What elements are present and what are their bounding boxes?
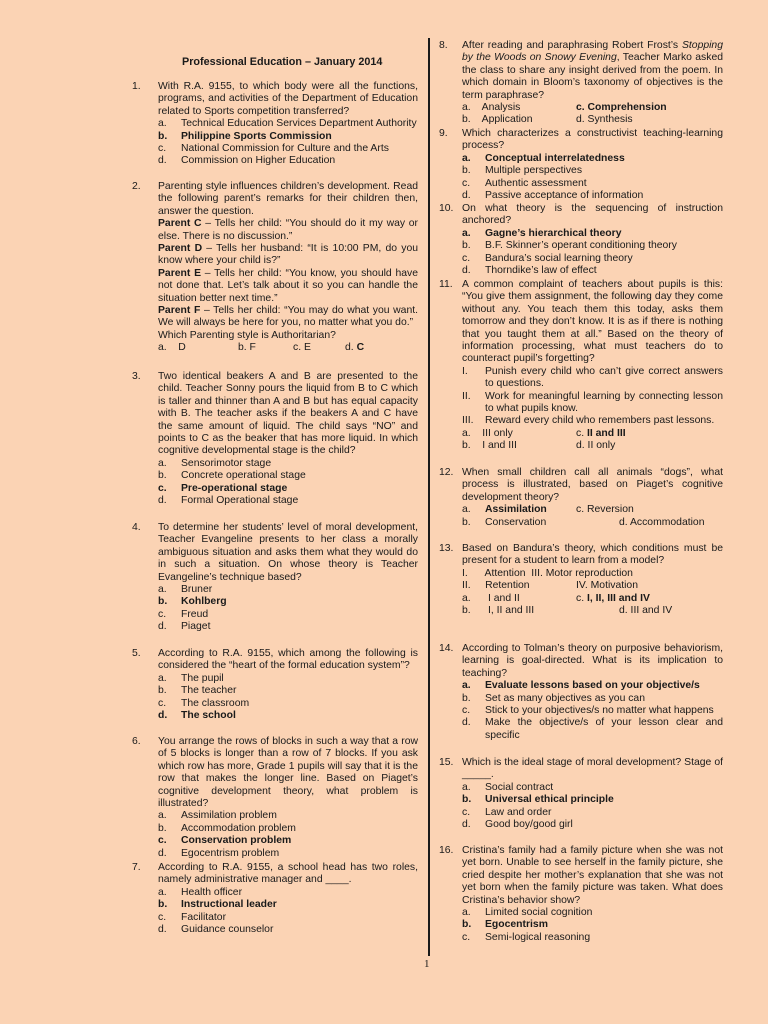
question-11: 11. A common complaint of teachers about pupils is this: “You give them assignment, the following day they come without any. You teach them this today, asks them tomorrow and they don’t know. It is as if there is nothing that you taught them at all.” Based on the theory of information processing, what must teachers do to counteract pupil’s forgetting? I. Punish every child who can’t give correct answers to questions. II. Work for meaningful learning by connecting lesson to what pupils know. III. Reward every child who remembers past lessons. a. III only c. II and III b. I and III d. II only [439,279,723,452]
page-title: Professional Education – January 2014 [182,56,383,68]
poem-title: Stopping by the Woods on Snowy Evening [462,40,723,64]
option-c-answer: Pre-operational stage [181,482,288,494]
options-row: a. D b. F c. E d. C [158,342,365,354]
parent-e-remark: Parent E – Tells her child: “You know, you should have not done that. Let’s talk about it so you can handle the situation better next time.” [158,267,418,304]
option-d: Formal Operational stage [181,495,299,507]
option-b-answer: Kohlberg [181,596,227,608]
option-c: Bandura’s social learning theory [485,252,633,264]
question-8: 8. After reading and paraphrasing Robert Frost’s Stopping by the Woods on Snowy Evening, Teacher Marko asked the class to share any insight derived from the poem. In which domain in Bloom’s taxonomy of objectives is the term paraphrase? a. Analysis c. Comprehension b. Application d. Synthesis [439,40,723,126]
question-stem: Parenting style influences children’s development. Read the following parent’s remarks for their children then, answer the question. [158,181,418,217]
option-c: Semi-logical reasoning [485,931,591,943]
option-c-answer: c. Comprehension [576,102,667,114]
question-5: 5. According to R.A. 9155, which among the following is considered the “heart of the formal education system”? a. The pupil b. The teacher c. The classroom d. The school [132,648,418,722]
question-stem: A common complaint of teachers about pupils is this: “You give them assignment, the following day they come without any. You teach them this today, asks them tomorrow and they don’t know. It is as if there is nothing that you taught them at all.” Based on the theory of information processing, what must teachers do to counteract pupil’s forgetting? [462,279,723,365]
question-stem: According to R.A. 9155, which among the following is considered the “heart of the formal education system”? [158,648,418,672]
option-a-answer: Evaluate lessons based on your objective/s [485,680,700,692]
option-c: National Commission for Culture and the Arts [181,143,389,155]
option-b-answer: Philippine Sports Commission [181,130,332,142]
question-stem: Which is the ideal stage of moral development? Stage of _____. [462,757,723,781]
question-stem: According to R.A. 9155, a school head has two roles, namely administrative manager and ____. [158,862,418,886]
question-stem: Two identical beakers A and B are presented to the child. Teacher Sonny pours the liquid from B to C which is taller and thinner than A and B but has equal capacity with B. The teacher asks if the beakers A and C have the same amount of liquid. The child says “NO” and points to C as the beaker that has more liquid. In which cognitive developmental stage is the child? [158,371,418,457]
item-i: Punish every child who can’t give correct answers to questions. [485,365,723,390]
question-3: 3. Two identical beakers A and B are presented to the child. Teacher Sonny pours the liquid from B to C which is taller and thinner than A and B but has equal capacity with B. The teacher asks if the beakers A and C have the same amount of liquid. The child says “NO” and points to C as the beaker that has more liquid. In which cognitive developmental stage is the child? a. Sensorimotor stage b. Concrete operational stage c. Pre-operational stage d. Formal Operational stage [132,371,418,507]
option-c: Facilitator [181,911,227,923]
option-d: Make the objective/s of your lesson clear and specific [485,717,723,741]
option-d: Guidance counselor [181,924,274,936]
option-b: Set as many objectives as you can [485,692,645,704]
question-stem: You arrange the rows of blocks in such a way that a row of 5 blocks is longer than a row of 7 blocks. If you ask which row has more, Grade 1 pupils will say that it is the row that makes the longer line. Based on Piaget’s cognitive development theory, what problem is illustrated? [158,736,418,810]
option-d: Egocentrism problem [181,847,280,859]
question-stem: Based on Bandura’s theory, which conditions must be present for a student to learn from a model? [462,543,723,567]
option-c-answer: Conservation problem [181,835,292,847]
question-stem: Which characterizes a constructivist teaching-learning process? [462,128,723,152]
question-stem: With R.A. 9155, to which body were all the functions, programs, and activities of the Department of Education related to Sports competition transferred? [158,81,418,117]
page-number: 1 [424,958,430,970]
question-stem: When small children call all animals “dogs”, what process is illustrated, based on Piaget’s cognitive development theory? [462,467,723,503]
question-9: 9. Which characterizes a constructivist teaching-learning process? a. Conceptual interrelatedness b. Multiple perspectives c. Authentic assessment d. Passive acceptance of information [439,128,723,202]
option-b: Multiple perspectives [485,165,583,177]
column-divider [428,38,430,956]
option-a: Sensorimotor stage [181,457,272,469]
item-ii: Work for meaningful learning by connecting lesson to what pupils know. [485,390,723,415]
parent-f-remark: Parent F – Tells her child: “You may do what you want. We will always be here for you, no matter what you do.” [158,305,418,329]
option-c: Freud [181,608,209,620]
question-prompt: Which Parenting style is Authoritarian? [158,329,336,341]
option-a: Limited social cognition [485,907,593,919]
parent-d-remark: Parent D – Tells her husband: “It is 10:00 PM, do you know where your child is?” [158,243,418,267]
option-c-answer: I, II, III and IV [586,592,650,604]
option-a-answer: Conceptual interrelatedness [485,152,625,164]
option-a: Technical Education Services Department Authority [181,118,417,130]
option-a: Social contract [485,781,554,793]
question-stem: To determine her students’ level of moral development, Teacher Evangeline presents to her class a morally ambiguous situation and asks them what they would do in such a situation. On whose theory is Teacher Evangeline’s technique based? [158,522,418,583]
option-a-answer: Assimilation [485,504,547,516]
option-d: Passive acceptance of information [485,190,644,202]
parent-c-remark: Parent C – Tells her child: “You should do it my way or else. There is no discussion.” [158,218,418,242]
option-d-answer: C [356,342,365,354]
option-d: Piaget [181,621,211,633]
question-stem: Cristina’s family had a family picture when she was not yet born. Unable to see herself in the family picture, she cried despite her mother’s explanation that she was not yet born when the family picture was taken. What does Cristina’s behavior show? [462,845,723,906]
option-b-answer: Universal ethical principle [485,794,614,806]
question-stem: On what theory is the sequencing of instruction anchored? [462,203,723,227]
question-stem: After reading and paraphrasing Robert Frost’s Stopping by the Woods on Snowy Evening, Teacher Marko asked the class to share any insight derived from the poem. In which domain in Bloom’s taxonomy of objectives is the term paraphrase? [462,40,723,101]
question-12: 12. When small children call all animals “dogs”, what process is illustrated, based on Piaget’s cognitive development theory? a. Assimilation c. Reversion b. Conservation d. Accommodation [439,467,723,528]
option-a: Assimilation problem [181,810,277,822]
option-a: Bruner [181,584,213,596]
option-a: Health officer [181,886,243,898]
question-13: 13. Based on Bandura’s theory, which conditions must be present for a student to learn from a model? I. Attention III. Motor reproduction II. Retention IV. Motivation a. I and II c. I, II, III and IV b. I, II and III d. III and IV [439,543,723,617]
option-d-answer: The school [181,710,236,722]
option-c: The classroom [181,697,250,709]
option-c: Stick to your objectives/s no matter what happens [485,705,714,717]
option-c: Law and order [485,806,552,818]
question-15: 15. Which is the ideal stage of moral development? Stage of _____. a. Social contract b. Universal ethical principle c. Law and order d. Good boy/good girl [439,757,723,831]
question-14: 14. According to Tolman’s theory on purposive behaviorism, learning is goal-directed. What is its implication to teaching? a. Evaluate lessons based on your objective/s b. Set as many objectives as you can c. Stick to your objectives/s no matter what happens d. Make the objective/s of your lesson clear and specific [439,643,723,741]
option-b: Concrete operational stage [181,470,306,482]
option-d: Thorndike’s law of effect [485,265,597,277]
question-10: 10. On what theory is the sequencing of instruction anchored? a. Gagne’s hierarchical theory b. B.F. Skinner’s operant conditioning theory c. Bandura’s social learning theory d. Thorndike’s law of effect [439,203,723,277]
option-b: The teacher [181,685,237,697]
option-d: Commission on Higher Education [181,155,336,167]
option-a: The pupil [181,672,224,684]
question-2: 2. Parenting style influences children’s development. Read the following parent’s remarks for their children then, answer the question. Parent C – Tells her child: “You should do it my way or else. There is no discussion.” Parent D – Tells her husband: “It is 10:00 PM, do you know where your child is?” Parent E – Tells her child: “You know, you should have not done that. Let’s talk about it so you can handle the situation better next time.” Parent F – Tells her child: “You may do what you want. We will always be here for you, no matter what you do.” Which Parenting style is Authoritarian? a. D b. F c. E d. C [132,181,418,354]
option-a-answer: Gagne’s hierarchical theory [485,227,622,239]
question-4: 4. To determine her students’ level of moral development, Teacher Evangeline presents to her class a morally ambiguous situation and asks them what they would do in such a situation. On whose theory is Teacher Evangeline’s technique based? a. Bruner b. Kohlberg c. Freud d. Piaget [132,522,418,633]
question-stem: According to Tolman’s theory on purposive behaviorism, learning is goal-directed. What is its implication to teaching? [462,643,723,679]
question-16: 16. Cristina’s family had a family picture when she was not yet born. Unable to see herself in the family picture, she cried despite her mother’s explanation that she was not yet born when the family picture was taken. What does Cristina’s behavior show? a. Limited social cognition b. Egocentrism c. Semi-logical reasoning [439,845,723,943]
option-b: B.F. Skinner’s operant conditioning theory [485,240,677,252]
question-7: 7. According to R.A. 9155, a school head has two roles, namely administrative manager and ____. a. Health officer b. Instructional leader c. Facilitator d. Guidance counselor [132,862,418,936]
option-d: Good boy/good girl [485,819,573,831]
item-iii: Reward every child who remembers past lessons. [485,415,715,427]
question-1: 1. With R.A. 9155, to which body were all the functions, programs, and activities of the Department of Education related to Sports competition transferred? a. Technical Education Services Department Authority b. Philippine Sports Commission c. National Commission for Culture and the Arts d. Commission on Higher Education [132,81,418,167]
option-c-answer: II and III [586,427,626,439]
option-b-answer: Instructional leader [181,899,277,911]
option-b: Accommodation problem [181,822,296,834]
option-b-answer: Egocentrism [485,919,548,931]
option-c: Authentic assessment [485,177,587,189]
question-6: 6. You arrange the rows of blocks in such a way that a row of 5 blocks is longer than a row of 7 blocks. If you ask which row has more, Grade 1 pupils will say that it is the row that makes the longer line. Based on Piaget’s cognitive development theory, what problem is illustrated? a. Assimilation problem b. Accommodation problem c. Conservation problem d. Egocentrism problem [132,736,418,859]
